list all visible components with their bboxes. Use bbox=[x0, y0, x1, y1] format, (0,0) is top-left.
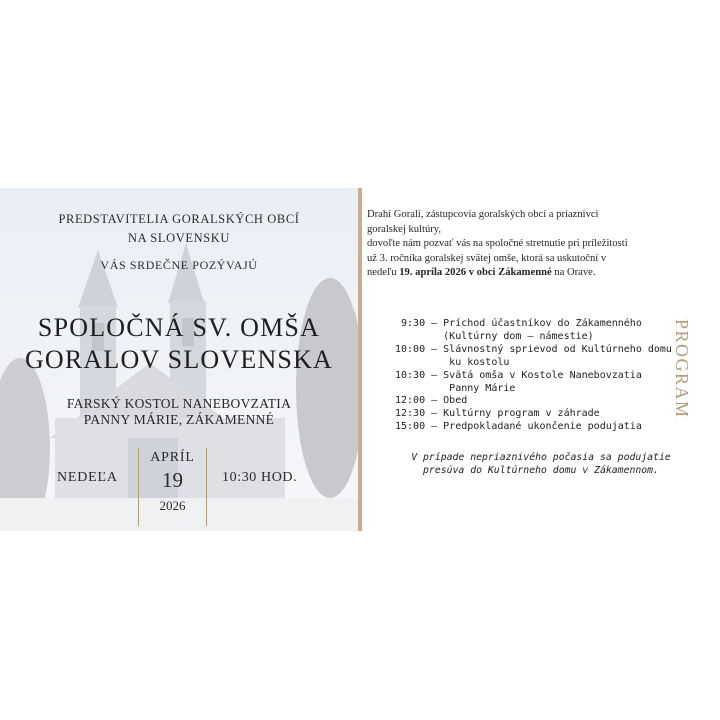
weather-note-line-1: V prípade nepriaznivého počasia sa podujatie bbox=[411, 452, 671, 463]
program-item: 9:30 – Príchod účastníkov do Zákamenného bbox=[395, 318, 642, 329]
program-list bbox=[395, 318, 672, 434]
program-label-text: PROGRAM bbox=[672, 319, 692, 419]
event-day: NEDEĽA bbox=[57, 470, 118, 485]
greeting-line bbox=[367, 266, 702, 281]
left-panel bbox=[0, 188, 358, 531]
program-item: (Kultúrny dom – námestie) bbox=[395, 330, 594, 342]
greeting-line: dovoľte nám pozvať vás na spoločné stretnutie pri príležitosti bbox=[367, 238, 628, 250]
greeting-line: Drahí Gorali, zástupcovia goralských obcí a priaznivci bbox=[367, 209, 599, 220]
program-item: 15:00 – Predpokladané ukončenie podujatia bbox=[395, 421, 642, 433]
greeting-text bbox=[367, 208, 702, 281]
program-item: 10:30 – Svätá omša v Kostole Nanebovzatia bbox=[395, 369, 642, 381]
inviters-line-2: NA SLOVENSKU bbox=[128, 231, 230, 245]
greeting-text-part: na Orave. bbox=[551, 267, 596, 279]
greeting-date-place: 19. apríla 2026 v obci Zákamenné bbox=[399, 267, 552, 279]
inviters-line-1: PREDSTAVITELIA GORALSKÝCH OBCÍ bbox=[58, 212, 300, 226]
invitation-card bbox=[0, 188, 720, 531]
date-divider-right bbox=[206, 448, 207, 526]
greeting-text-part: nedeľu bbox=[367, 267, 400, 279]
program-item: 12:30 – Kultúrny program v záhrade bbox=[395, 408, 600, 420]
event-title-line-2: GORALOV SLOVENSKA bbox=[24, 345, 334, 374]
panel-divider bbox=[358, 188, 362, 531]
event-day-number: 19 bbox=[162, 468, 183, 492]
event-time: 10:30 HOD. bbox=[222, 470, 298, 485]
venue-line-1: FARSKÝ KOSTOL NANEBOVZATIA bbox=[66, 396, 292, 411]
invite-text: VÁS SRDEČNE POZÝVAJÚ bbox=[100, 258, 258, 272]
event-year: 2026 bbox=[159, 498, 186, 513]
program-item: Panny Márie bbox=[395, 382, 516, 394]
greeting-line: už 3. ročníka goralskej svätej omše, ktorá sa uskutoční v bbox=[367, 252, 607, 264]
event-month: APRÍL bbox=[150, 450, 195, 465]
weather-note-line-2: presúva do Kultúrneho domu v Zákamennom. bbox=[423, 465, 659, 476]
program-label bbox=[672, 319, 718, 449]
greeting-line: goralskej kultúry, bbox=[367, 223, 442, 235]
program-item: 10:00 – Slávnostný sprievod od Kultúrneho domu bbox=[395, 343, 672, 355]
program-item: 12:00 – Obed bbox=[395, 395, 468, 407]
event-title-line-1: SPOLOČNÁ SV. OMŠA bbox=[37, 313, 321, 342]
program-item: ku kostolu bbox=[395, 356, 510, 368]
venue-line-2: PANNY MÁRIE, ZÁKAMENNÉ bbox=[83, 412, 275, 427]
